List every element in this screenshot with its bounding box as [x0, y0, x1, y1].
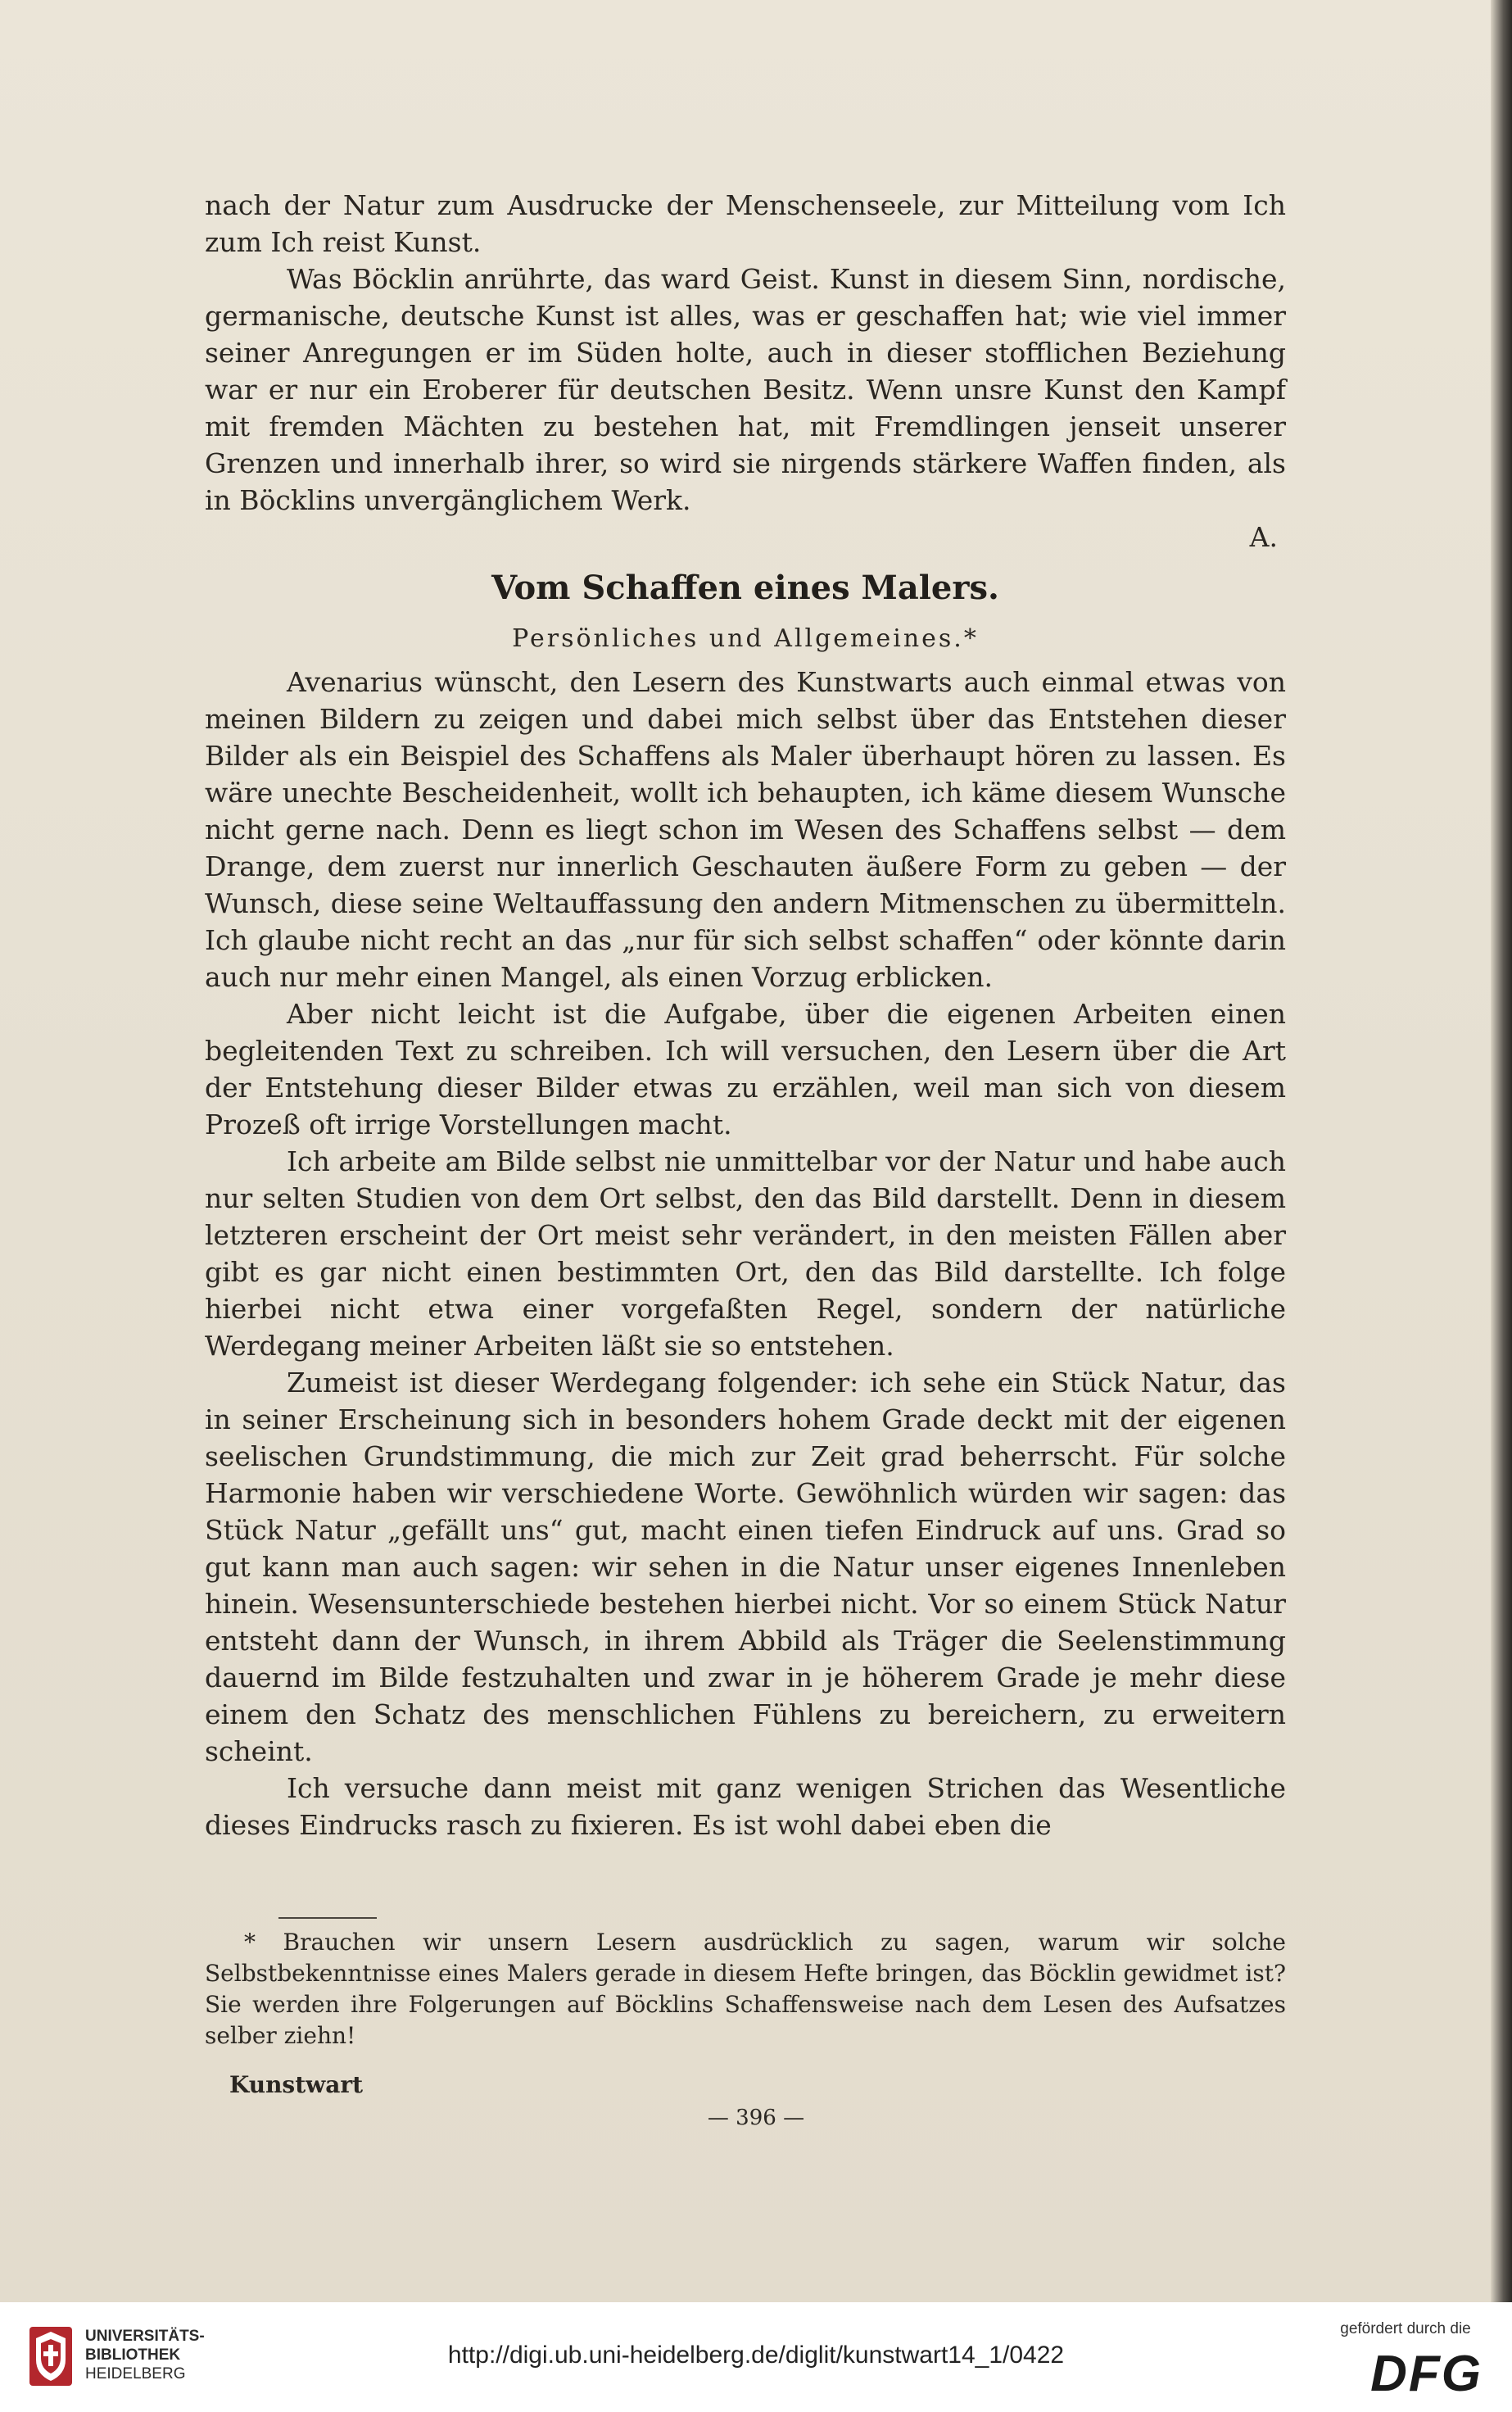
paragraph: Aber nicht leicht ist die Aufgabe, über die eigenen Arbeiten einen begleitenden Text zu schreiben. Ich will versuchen, den Lesern über die Art der Entstehung dieser Bilder etwas zu erzählen, weil man sich von diesem Prozeß oft irrige Vorstellungen macht.	[205, 998, 1286, 1140]
page-edge-shadow	[1491, 0, 1512, 2302]
article-subheading: Persönliches und Allgemeines.*	[512, 624, 979, 653]
journal-name: Kunstwart	[229, 2071, 364, 2098]
footnote	[205, 1927, 1286, 2052]
top-text-block	[205, 187, 1286, 555]
dfg-logo-icon: DFG	[1370, 2346, 1483, 2402]
paragraph: Zumeist ist dieser Werdegang folgender: ich sehe ein Stück Natur, das in seiner Erscheinung sich in besonders hohem Grade deckt mit der eigenen seelischen Grundstimmung, die mich zur Zeit grad beherrscht. Für solche Harmonie haben wir verschiedene Worte. Gewöhnlich würden wir sagen: das Stück Natur „gefällt uns“ gut, macht einen tiefen Eindruck auf uns. Grad so gut kann man auch sagen: wir sehen in die Natur unser eigenes Innenleben hinein. Wesensunterschiede bestehen hierbei nicht. Vor so einem Stück Natur entsteht dann der Wunsch, in ihrem Abbild als Träger die Seelenstimmung dauernd im Bilde festzuhalten und zwar in je höherem Grade je mehr diese einem den Schatz des menschlichen Fühlens zu bereichern, zu erweitern scheint.	[205, 1367, 1286, 1767]
footnote-divider	[278, 1917, 377, 1919]
institution-line: BIBLIOTHEK	[85, 2346, 181, 2364]
article-heading: Vom Schaffen eines Malers.	[491, 569, 999, 607]
main-text-block	[205, 664, 1286, 1843]
footnote-text: * Brauchen wir unsern Lesern ausdrücklich zu sagen, warum wir solche Selbstbekenntnisse eines Malers gerade in diesem Hefte bringen, das Böcklin gewidmet ist? Sie werden ihre Folgerungen auf Böcklins Schaffensweise nach dem Lesen des Aufsatzes selber ziehn!	[205, 1929, 1286, 2049]
paragraph: Ich arbeite am Bilde selbst nie unmittelbar vor der Natur und habe auch nur selten Studien von dem Ort selbst, den das Bild darstellt. Denn in diesem letzteren erscheint der Ort meist sehr verändert, in den meisten Fällen aber gibt es gar nicht einen bestimmten Ort, den das Bild darstellte. Ich folge hierbei nicht etwa einer vorgefaßten Regel, sondern der natürliche Werdegang meiner Arbeiten läßt sie so entstehen.	[205, 1145, 1286, 1362]
paragraph: Avenarius wünscht, den Lesern des Kunstwarts auch einmal etwas von meinen Bildern zu zeigen und dabei mich selbst über das Entstehen dieser Bilder als ein Beispiel des Schaffens als Maler überhaupt hören zu lassen. Es wäre unechte Bescheidenheit, wollt ich behaupten, ich käme diesem Wunsche nicht gerne nach. Denn es liegt schon im Wesen des Schaffens selbst — dem Drange, dem zuerst nur innerlich Geschauten äußere Form zu geben — der Wunsch, diese seine Weltauffassung den andern Mitmenschen zu übermitteln. Ich glaube nicht recht an das „nur für sich selbst schaffen“ oder könnte darin auch nur mehr einen Mangel, als einen Vorzug erblicken.	[205, 666, 1286, 993]
paragraph: Was Böcklin anrührte, das ward Geist. Kunst in diesem Sinn, nordische, germanische, deutsche Kunst ist alles, was er geschaffen hat; wie viel immer seiner Anregungen er im Süden holte, auch in dieser stofflichen Beziehung war er nur ein Eroberer für deutschen Besitz. Wenn unsre Kunst den Kampf mit fremden Mächten zu bestehen hat, mit Fremdlingen jenseit unserer Grenzen und innerhalb ihrer, so wird sie nirgends stärkere Waffen finden, als in Böcklins unvergänglichem Werk.	[205, 263, 1286, 516]
source-url-link[interactable]: http://digi.ub.uni-heidelberg.de/diglit/kunstwart14_1/0422	[447, 2342, 1065, 2369]
page-number: — 396 —	[707, 2106, 805, 2130]
funded-by-label: gefördert durch die	[1340, 2320, 1471, 2337]
paragraph: Ich versuche dann meist mit ganz wenigen Strichen das Wesentliche dieses Eindrucks rasch zu fixieren. Es ist wohl dabei eben die	[205, 1772, 1286, 1841]
author-signature: A.	[1249, 521, 1278, 553]
paragraph: nach der Natur zum Ausdrucke der Menschenseele, zur Mitteilung vom Ich zum Ich reist Kunst.	[205, 189, 1286, 258]
institution-line: UNIVERSITÄTS-	[85, 2328, 205, 2345]
institution-line: HEIDELBERG	[85, 2365, 186, 2383]
